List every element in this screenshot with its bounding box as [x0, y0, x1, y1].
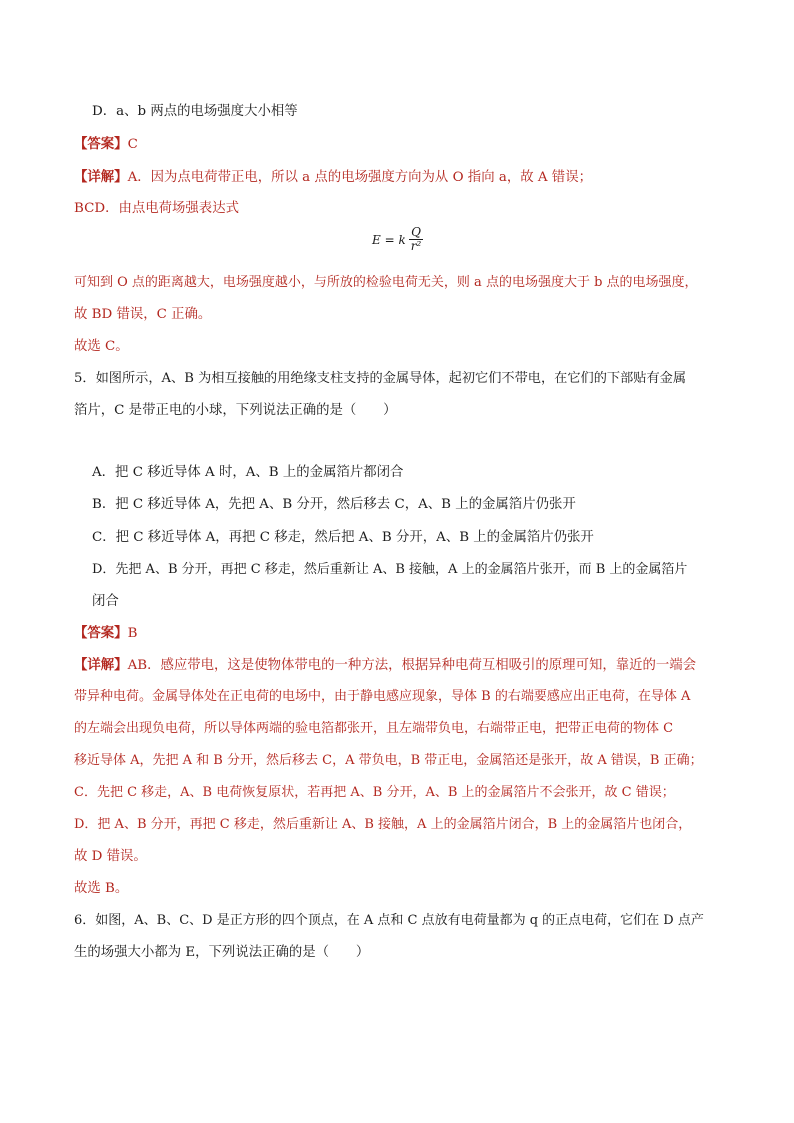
q4-detail-line4: 故 BD 错误，C 正确。	[74, 307, 212, 322]
q4-option-d: D．a、b 两点的电场强度大小相等	[92, 104, 298, 119]
answer-tag: 【答案】	[74, 136, 128, 152]
q5-option-b: B．把 C 移近导体 A，先把 A、B 分开，然后移去 C，A、B 上的金属箔片仍张开	[92, 497, 576, 512]
answer-value: B	[127, 626, 138, 641]
formula-fraction	[409, 226, 424, 253]
formula-denominator: r²	[410, 239, 422, 253]
q4-conclusion: 故选 C。	[74, 339, 129, 354]
q4-detail-line3: 可知到 O 点的距离越大，电场强度越小，与所放的检验电荷无关，则 a 点的电场强度大于 b 点的电场强度，	[74, 275, 698, 290]
q5-option-c: C．把 C 移近导体 A，再把 C 移走，然后把 A、B 分开，A、B 上的金属箔片仍张开	[92, 530, 594, 545]
q5-stem-line2: 箔片，C 是带正电的小球，下列说法正确的是（ ）	[74, 403, 397, 418]
q5-option-a: A．把 C 移近导体 A 时，A、B 上的金属箔片都闭合	[92, 465, 404, 480]
q5-detail-line7: 故 D 错误。	[74, 849, 147, 864]
formula-numerator: Q	[411, 225, 421, 239]
q5-answer	[74, 624, 734, 643]
q5-detail-line4: 移近导体 A，先把 A 和 B 分开，然后移去 C，A 带负电，B 带正电，金属箔还是张开，故 A 错误，B 正确；	[74, 753, 703, 768]
field-strength-formula	[372, 226, 423, 253]
q6-stem-line2: 生的场强大小都为 E，下列说法正确的是（ ）	[74, 945, 370, 960]
q4-detail-a	[74, 168, 734, 187]
q4-detail-bcd: BCD．由点电荷场强表达式	[74, 201, 239, 216]
q5-conclusion: 故选 B。	[74, 881, 129, 896]
detail-tag: 【详解】	[74, 657, 128, 673]
detail-tag: 【详解】	[74, 169, 128, 185]
q6-stem-line1: 6．如图，A、B、C、D 是正方形的四个顶点，在 A 点和 C 点放有电荷量都为 q 的正点电荷，它们在 D 点产	[74, 913, 704, 928]
answer-tag: 【答案】	[74, 625, 128, 641]
q5-detail-line5: C．先把 C 移走，A、B 电荷恢复原状，若再把 A、B 分开，A、B 上的金属箔片不会张开，故 C 错误；	[74, 785, 675, 800]
q5-option-d-line1: D．先把 A、B 分开，再把 C 移走，然后重新让 A、B 接触，A 上的金属箔片张开，而 B 上的金属箔片	[92, 562, 688, 577]
q4-answer	[74, 135, 734, 154]
q5-detail-line6: D．把 A、B 分开，再把 C 移走，然后重新让 A、B 接触，A 上的金属箔片闭合，B 上的金属箔片也闭合，	[74, 817, 692, 832]
q5-option-d-line2: 闭合	[92, 594, 119, 609]
detail-text: A．因为点电荷带正电，所以 a 点的电场强度方向为从 O 指向 a，故 A 错误；	[127, 170, 592, 185]
q5-detail-line3: 的左端会出现负电荷，所以导体两端的验电箔都张开，且左端带负电，右端带正电，把带正电荷的物体 C	[74, 721, 674, 736]
q5-detail-line2: 带异种电荷。金属导体处在正电荷的电场中，由于静电感应现象，导体 B 的右端要感应出正电荷，在导体 A	[74, 689, 691, 704]
formula-lhs: E = k	[372, 232, 406, 247]
detail-text: AB．感应带电，这是使物体带电的一种方法，根据异种电荷互相吸引的原理可知，靠近的一端会	[127, 658, 697, 673]
answer-value: C	[127, 137, 138, 152]
q5-detail-line1	[74, 656, 734, 675]
q5-stem-line1: 5．如图所示，A、B 为相互接触的用绝缘支柱支持的金属导体，起初它们不带电，在它们的下部贴有金属	[74, 371, 687, 386]
